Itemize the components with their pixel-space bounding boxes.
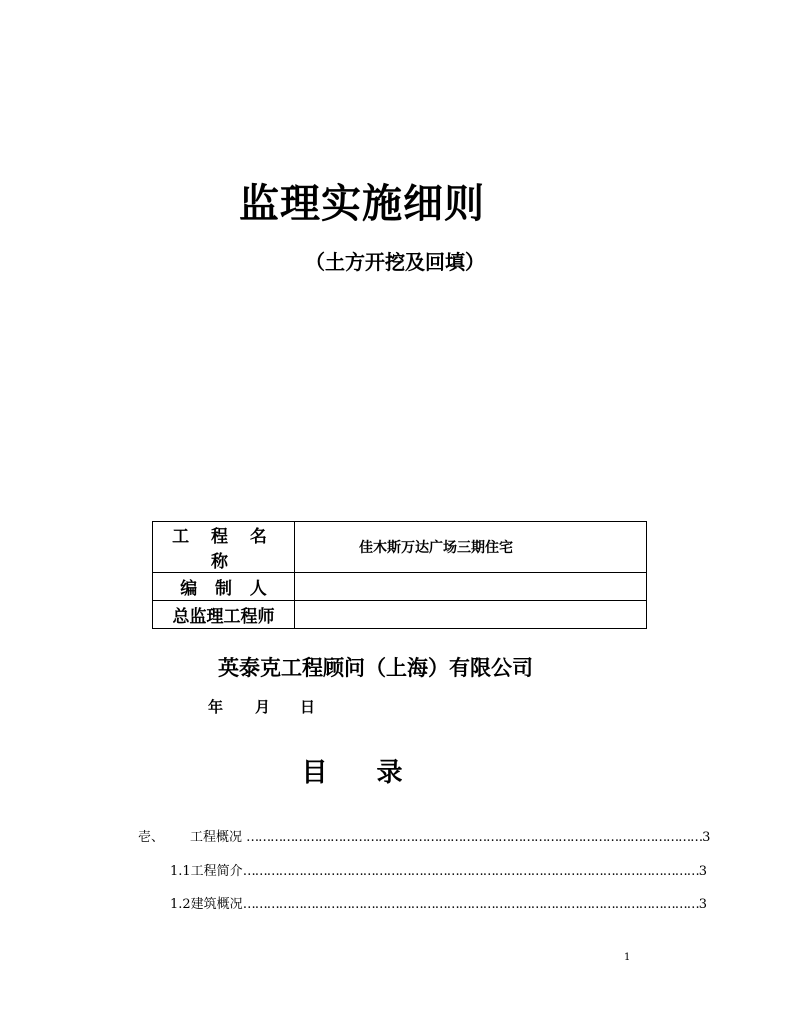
date-line xyxy=(208,696,315,717)
table-row xyxy=(153,573,647,601)
author-label: 编 制 人 xyxy=(153,573,295,601)
page-number: 1 xyxy=(624,952,631,963)
toc-leader-dots: …………………………………………………………………………………………………… xyxy=(242,864,699,879)
project-name-label: 工 程 名 称 xyxy=(153,522,295,573)
project-info-table xyxy=(152,521,647,629)
toc-item[interactable] xyxy=(138,826,711,845)
chief-supervisor-value xyxy=(295,601,647,629)
toc-item[interactable] xyxy=(170,893,707,912)
toc-item-page: 3 xyxy=(698,864,707,879)
toc-item-title: 工程概况 xyxy=(190,830,247,845)
toc-item-page: 3 xyxy=(702,830,711,845)
date-month: 月 xyxy=(255,698,271,716)
toc-item-number: 壱、 xyxy=(138,830,165,845)
date-year: 年 xyxy=(208,698,224,716)
toc-item-title: 1.1工程简介 xyxy=(170,864,243,879)
toc-heading: 目 录 xyxy=(301,758,423,788)
toc-leader-dots: …………………………………………………………………………………………………… xyxy=(242,897,699,912)
author-value xyxy=(295,573,647,601)
date-day: 日 xyxy=(300,698,316,716)
document-title: 监理实施细则 xyxy=(239,181,485,227)
document-subtitle: （土方开挖及回填） xyxy=(305,250,485,274)
toc-item-title: 1.2建筑概况 xyxy=(170,897,243,912)
chief-supervisor-label: 总监理工程师 xyxy=(153,601,295,629)
toc-leader-dots: …………………………………………………………………………………………………… xyxy=(246,830,703,845)
table-row xyxy=(153,522,647,573)
project-name-value: 佳木斯万达广场三期住宅 xyxy=(295,522,647,573)
toc-item-page: 3 xyxy=(698,897,707,912)
toc-item[interactable] xyxy=(170,860,707,879)
table-row xyxy=(153,601,647,629)
company-name: 英泰克工程顾问（上海）有限公司 xyxy=(218,656,533,680)
